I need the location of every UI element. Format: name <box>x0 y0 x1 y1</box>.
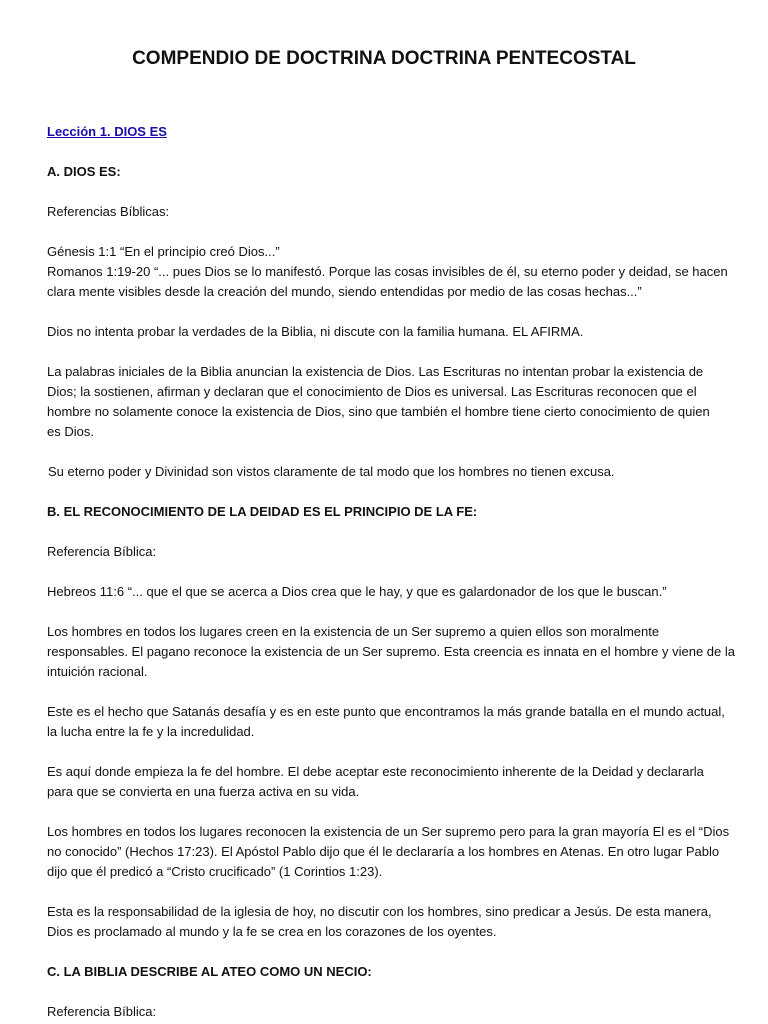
section-b-paragraph-4-line-3: dijo que él predicó a “Cristo crucificado” (1 Corintios 1:23). <box>47 864 383 879</box>
verse-hebreos: Hebreos 11:6 “... que el que se acerca a Dios crea que le hay, y que es galardonador de los que le buscan.” <box>47 584 667 599</box>
section-b-paragraph-1-line-2: responsables. El pagano reconoce la existencia de un Ser supremo. Esta creencia es innata en el hombre y viene de la <box>47 644 735 659</box>
section-b-paragraph-1-line-1: Los hombres en todos los lugares creen en la existencia de un Ser supremo a quien ellos son moralmente <box>47 624 660 639</box>
section-a-verses <box>47 242 737 302</box>
section-a-heading: A. DIOS ES: <box>47 164 121 179</box>
section-b-paragraph-3 <box>47 762 737 802</box>
section-b-paragraph-5-line-1: Esta es la responsabilidad de la iglesia de hoy, no discutir con los hombres, sino predicar a Jesús. De esta manera, <box>47 904 712 919</box>
section-b-paragraph-1-line-3: intuición racional. <box>47 664 148 679</box>
section-b-heading: B. EL RECONOCIMIENTO DE LA DEIDAD ES EL PRINCIPIO DE LA FE: <box>47 504 478 519</box>
section-b-paragraph-4-line-1: Los hombres en todos los lugares reconocen la existencia de un Ser supremo pero para la gran mayoría El es el “Dios <box>47 824 730 839</box>
document-title: COMPENDIO DE DOCTRINA DOCTRINA PENTECOSTAL <box>132 48 636 69</box>
section-a-paragraph-2-line-1: La palabras iniciales de la Biblia anuncian la existencia de Dios. Las Escrituras no intentan probar la existencia de <box>47 364 704 379</box>
section-a-paragraph-2 <box>47 362 737 442</box>
section-a-paragraph-2-line-3: hombre no solamente conoce la existencia de Dios, sino que también el hombre tiene cierto conocimiento de quien <box>47 404 710 419</box>
document-body <box>47 122 737 1022</box>
section-a-paragraph-1: Dios no intenta probar la verdades de la Biblia, ni discute con la familia humana. EL AFIRMA. <box>47 324 584 339</box>
section-b-paragraph-2-line-1: Este es el hecho que Satanás desafía y es en este punto que encontramos la más grande batalla en el mundo actual, <box>47 704 725 719</box>
lesson-link[interactable]: Lección 1. DIOS ES <box>47 124 167 139</box>
section-a-paragraph-2-line-4: es Dios. <box>47 424 94 439</box>
section-a-paragraph-3: Su eterno poder y Divinidad son vistos claramente de tal modo que los hombres no tienen excusa. <box>48 464 615 479</box>
section-a-ref-label: Referencias Bíblicas: <box>47 204 170 219</box>
section-b-paragraph-3-line-1: Es aquí donde empieza la fe del hombre. El debe aceptar este reconocimiento inherente de la Deidad y declararla <box>47 764 704 779</box>
section-b-paragraph-5 <box>47 902 737 942</box>
section-b-paragraph-2-line-2: la lucha entre la fe y la incredulidad. <box>47 724 255 739</box>
verse-romanos-line-1: Romanos 1:19-20 “... pues Dios se lo manifestó. Porque las cosas invisibles de él, su eterno poder y deidad, se hacen <box>47 264 728 279</box>
section-b-paragraph-3-line-2: para que se convierta en una fuerza activa en su vida. <box>47 784 360 799</box>
section-c-heading: C. LA BIBLIA DESCRIBE AL ATEO COMO UN NECIO: <box>47 964 372 979</box>
verse-genesis: Génesis 1:1 “En el principio creó Dios...” <box>47 244 280 259</box>
section-b-paragraph-4-line-2: no conocido” (Hechos 17:23). El Apóstol Pablo dijo que él le declararía a los hombres en Atenas. En otro lugar Pablo <box>47 844 720 859</box>
verse-romanos-line-2: clara mente visibles desde la creación del mundo, siendo entendidas por medio de las cosas hechas...” <box>47 284 642 299</box>
section-b-paragraph-1 <box>47 622 737 682</box>
section-b-paragraph-5-line-2: Dios es proclamado al mundo y la fe se crea en los corazones de los oyentes. <box>47 924 497 939</box>
section-b-ref-label: Referencia Bíblica: <box>47 544 157 559</box>
section-a-paragraph-2-line-2: Dios; la sostienen, afirman y declaran que el conocimiento de Dios es universal. Las Escrituras reconocen que el <box>47 384 697 399</box>
section-b-paragraph-2 <box>47 702 737 742</box>
section-c-ref-label: Referencia Bíblica: <box>47 1004 157 1019</box>
section-b-paragraph-4 <box>47 822 737 882</box>
